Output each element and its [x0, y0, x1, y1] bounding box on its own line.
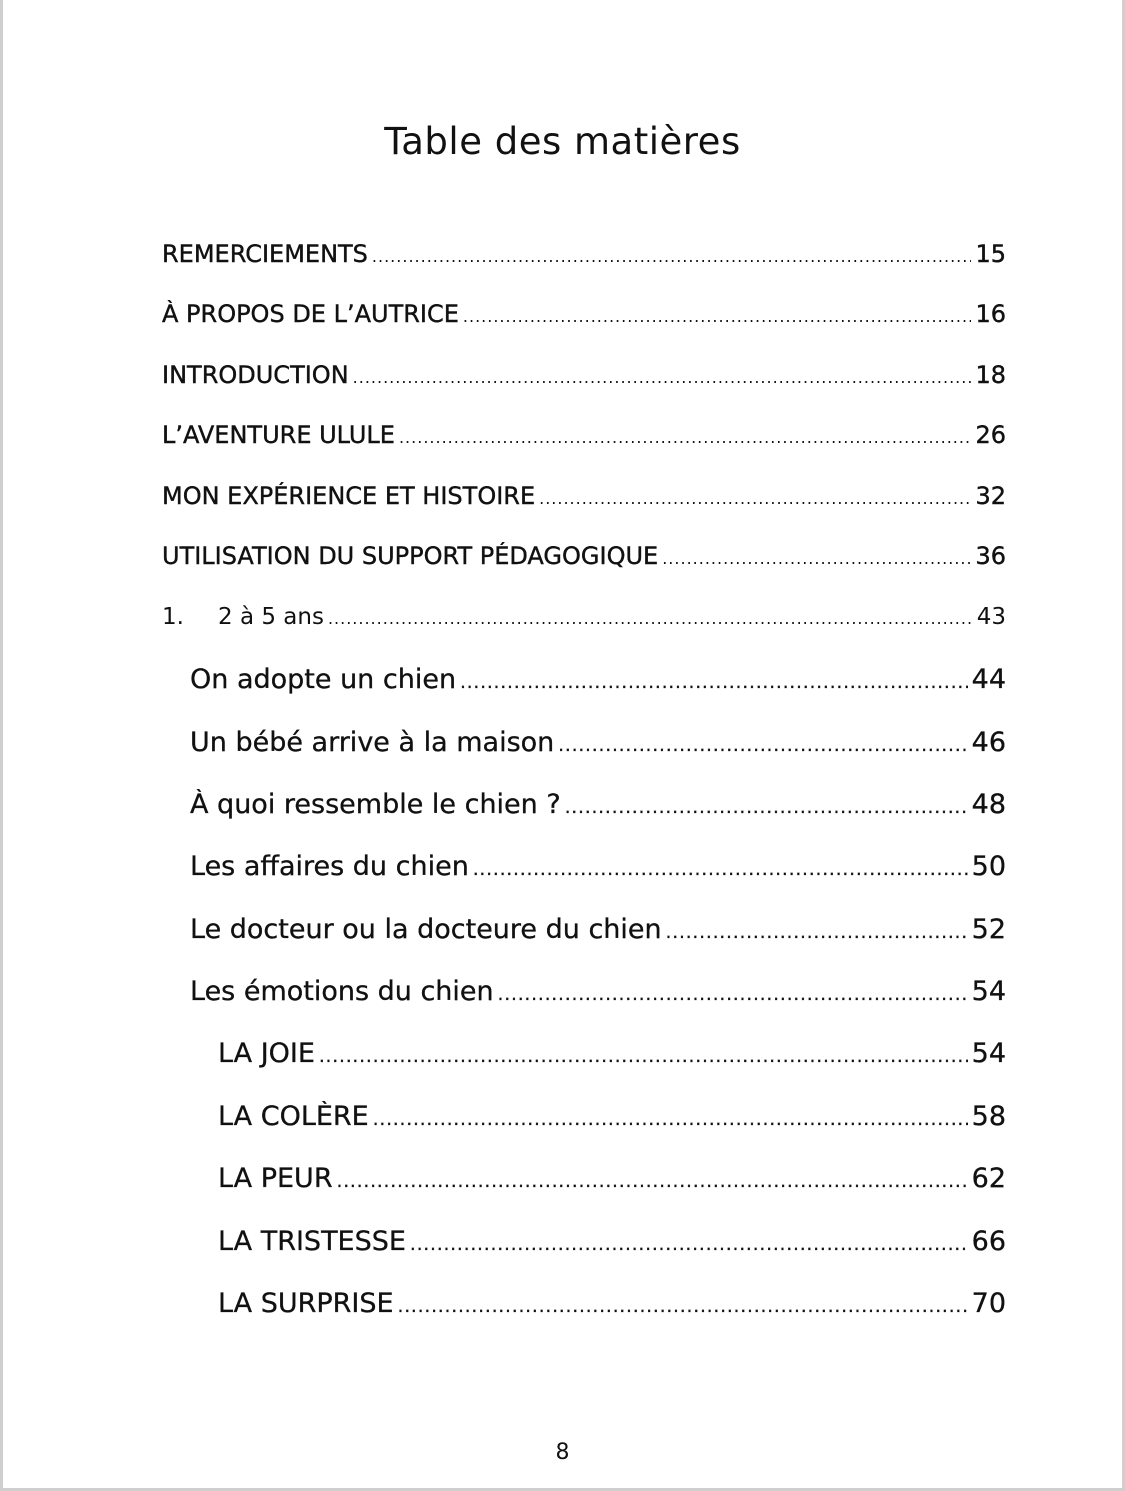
- dot-leader: [373, 1109, 968, 1130]
- toc-entry-a-quoi-ressemble[interactable]: [190, 789, 1006, 820]
- toc-entry-page: 18: [975, 361, 1006, 389]
- toc-entry-label: À quoi ressemble le chien ?: [190, 789, 561, 820]
- toc-entry-chapter-1[interactable]: [162, 604, 1006, 630]
- toc-entry-page: 48: [971, 789, 1006, 820]
- toc-entry-tristesse[interactable]: [218, 1226, 1006, 1257]
- toc-entry-surprise[interactable]: [218, 1288, 1006, 1319]
- toc-entry-colere[interactable]: [218, 1101, 1006, 1132]
- toc-entry-emotions[interactable]: [190, 976, 1006, 1007]
- dot-leader: [372, 247, 972, 266]
- toc-entry-on-adopte[interactable]: [190, 664, 1006, 695]
- dot-leader: [460, 672, 968, 693]
- dot-leader: [328, 609, 973, 628]
- dot-leader: [463, 307, 972, 326]
- toc-entry-a-propos[interactable]: [162, 300, 1006, 328]
- toc-entry-introduction[interactable]: [162, 361, 1006, 389]
- toc-entry-label: LA PEUR: [218, 1163, 333, 1194]
- dot-leader: [353, 368, 972, 387]
- dot-leader: [410, 1234, 968, 1255]
- dot-leader: [539, 489, 971, 508]
- dot-leader: [398, 1296, 968, 1317]
- dot-leader: [565, 797, 968, 818]
- dot-leader: [558, 735, 967, 756]
- toc-entry-label: LA COLÈRE: [218, 1101, 369, 1132]
- toc-entry-label: À PROPOS DE L’AUTRICE: [162, 300, 459, 328]
- toc-entry-label: Les émotions du chien: [190, 976, 494, 1007]
- toc-entry-label: UTILISATION DU SUPPORT PÉDAGOGIQUE: [162, 542, 659, 570]
- toc-entry-page: 62: [971, 1163, 1006, 1194]
- toc-entry-label: REMERCIEMENTS: [162, 240, 368, 268]
- toc-entry-joie[interactable]: [218, 1038, 1006, 1069]
- toc-entry-label: LA JOIE: [218, 1038, 315, 1069]
- toc-entry-docteur[interactable]: [190, 914, 1006, 945]
- toc-entry-page: 70: [971, 1288, 1006, 1319]
- dot-leader: [319, 1046, 968, 1067]
- toc-entry-label: LA TRISTESSE: [218, 1226, 406, 1257]
- dot-leader: [498, 984, 968, 1005]
- toc-entry-page: 54: [971, 1038, 1006, 1069]
- toc-entry-page: 26: [975, 421, 1006, 449]
- toc-entry-page: 43: [976, 604, 1006, 630]
- toc-entry-page: 58: [971, 1101, 1006, 1132]
- toc-entry-label: 2 à 5 ans: [218, 604, 324, 630]
- toc-entry-label-group: [162, 604, 324, 630]
- toc-entry-remerciements[interactable]: [162, 240, 1006, 268]
- toc-entry-label: On adopte un chien: [190, 664, 457, 695]
- toc-entry-page: 16: [975, 300, 1006, 328]
- toc-entry-page: 44: [971, 664, 1006, 695]
- page-title: Table des matières: [384, 120, 741, 163]
- toc-entry-page: 32: [975, 482, 1006, 510]
- toc-entry-label: LA SURPRISE: [218, 1288, 394, 1319]
- toc-entry-page: 50: [971, 851, 1006, 882]
- toc-entry-page: 54: [971, 976, 1006, 1007]
- toc-entry-affaires[interactable]: [190, 851, 1006, 882]
- toc-entry-page: 36: [975, 542, 1006, 570]
- toc-entry-utilisation[interactable]: [162, 542, 1006, 570]
- toc-entry-label: Les affaires du chien: [190, 851, 469, 882]
- toc-entry-label: L’AVENTURE ULULE: [162, 421, 395, 449]
- dot-leader: [473, 859, 968, 880]
- chapter-number: 1.: [162, 604, 184, 630]
- toc-entry-page: 46: [971, 727, 1006, 758]
- page-number: 8: [555, 1440, 570, 1465]
- toc-entry-peur[interactable]: [218, 1163, 1006, 1194]
- dot-leader: [662, 549, 971, 568]
- toc-entry-un-bebe[interactable]: [190, 727, 1006, 758]
- toc-entry-aventure-ulule[interactable]: [162, 421, 1006, 449]
- dot-leader: [666, 922, 968, 943]
- toc-entry-label: Le docteur ou la docteure du chien: [190, 914, 662, 945]
- dot-leader: [399, 428, 971, 447]
- toc-entry-page: 15: [975, 240, 1006, 268]
- dot-leader: [337, 1171, 968, 1192]
- toc-entry-label: Un bébé arrive à la maison: [190, 727, 555, 758]
- toc-entry-page: 66: [971, 1226, 1006, 1257]
- toc-entry-label: MON EXPÉRIENCE ET HISTOIRE: [162, 482, 536, 510]
- toc-entry-experience[interactable]: [162, 482, 1006, 510]
- toc-entry-page: 52: [971, 914, 1006, 945]
- toc-entry-label: INTRODUCTION: [162, 361, 349, 389]
